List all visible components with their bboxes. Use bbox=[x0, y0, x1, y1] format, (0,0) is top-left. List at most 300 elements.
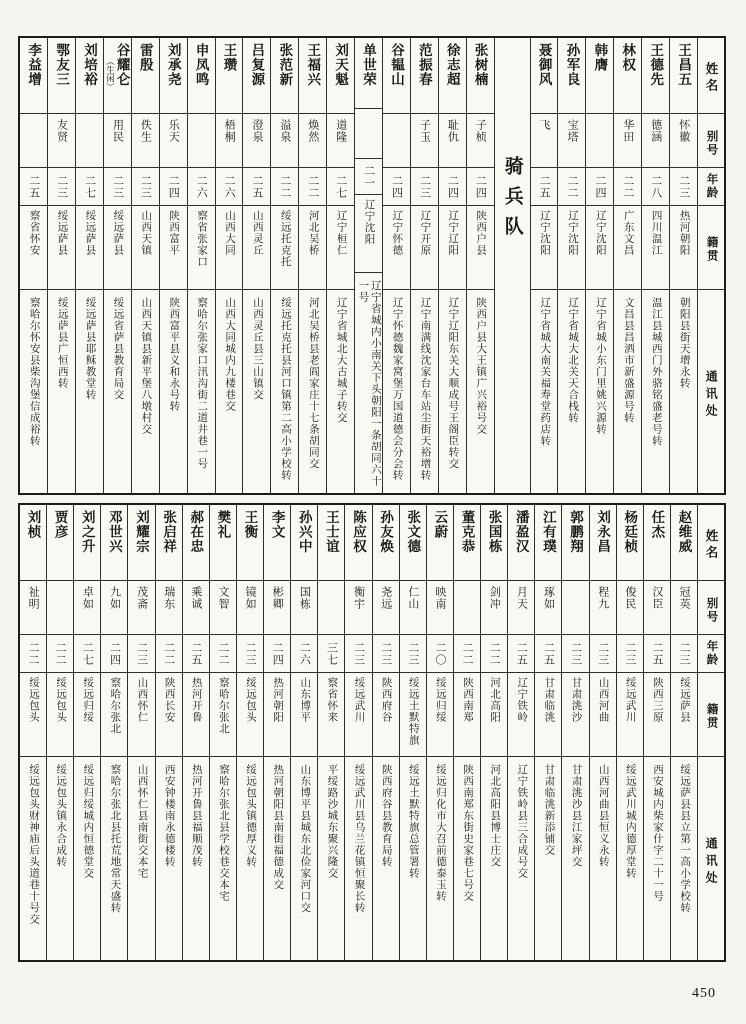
person-alias: 汉臣 bbox=[644, 581, 670, 635]
person-age: 二三 bbox=[562, 635, 588, 673]
person-name: 刘天魁 bbox=[327, 38, 354, 114]
person-column bbox=[182, 505, 209, 960]
person-alias bbox=[47, 581, 73, 635]
person-alias: 飞 bbox=[531, 114, 558, 168]
person-address: 西安城内柴家什字二十一号 bbox=[652, 764, 663, 902]
person-address: 察哈尔张北县托荒地常天盛转 bbox=[109, 764, 121, 914]
person-native-place: 辽宁沈阳 bbox=[531, 206, 558, 290]
person-age: 二三 bbox=[671, 635, 697, 673]
person-column bbox=[46, 505, 73, 960]
person-name: 孙友焕 bbox=[373, 505, 399, 581]
person-name: 张树楠 bbox=[467, 38, 494, 114]
person-address: 察哈尔怀安县柴沟堡信成裕转 bbox=[28, 297, 40, 447]
person-column bbox=[236, 505, 263, 960]
person-column bbox=[47, 38, 75, 493]
person-name: 刘之升 bbox=[74, 505, 100, 581]
person-address: 山西大同城内九楼巷交 bbox=[224, 297, 236, 412]
person-alias: 德涵 bbox=[642, 114, 669, 168]
person-address: 河北吴桥县老阎家庄十七条胡同交 bbox=[307, 297, 319, 470]
person-native-place: 辽宁沈阳 bbox=[586, 206, 613, 290]
roster-table-top bbox=[18, 36, 726, 495]
person-age: 二三 bbox=[237, 635, 263, 673]
person-native-place: 山西怀仁 bbox=[128, 673, 154, 757]
person-address: 温江县城西门外骆铭盛老号转 bbox=[650, 297, 662, 447]
person-address: 朝阳县街天增永转 bbox=[678, 297, 690, 389]
person-name: 吕复源 bbox=[243, 38, 270, 114]
person-address: 绥远包头财神庙后头道巷十号交 bbox=[28, 764, 40, 925]
person-alias: 怀徽 bbox=[670, 114, 697, 168]
person-native-place: 察哈尔张北 bbox=[101, 673, 127, 757]
person-name: 王士谊 bbox=[318, 505, 344, 581]
person-address: 绥远武川县乌兰花镇恒聚长转 bbox=[353, 764, 365, 914]
person-native-place: 绥远萨县 bbox=[104, 206, 131, 290]
person-native-place: 绥远武川 bbox=[617, 673, 643, 757]
person-alias: 文智 bbox=[210, 581, 236, 635]
person-name: 谷韫山 bbox=[383, 38, 410, 114]
person-alias bbox=[586, 114, 613, 168]
person-native-place: 绥远包头 bbox=[20, 673, 46, 757]
person-name: 韩膺 bbox=[586, 38, 613, 114]
person-alias bbox=[20, 114, 47, 168]
person-alias bbox=[454, 581, 480, 635]
person-column bbox=[242, 38, 270, 493]
person-native-place: 山西河曲 bbox=[590, 673, 616, 757]
person-alias: 子玉 bbox=[411, 114, 438, 168]
person-address: 山西灵丘县三山镇交 bbox=[252, 297, 264, 401]
person-alias: 琢如 bbox=[535, 581, 561, 635]
person-address: 绥远萨县广恒西转 bbox=[56, 297, 68, 389]
person-native-place: 绥远萨县 bbox=[671, 673, 697, 757]
person-age: 二二 bbox=[20, 635, 46, 673]
person-address: 绥远托克托县河口镇第二高小学校转 bbox=[279, 297, 291, 481]
person-column bbox=[530, 38, 558, 493]
person-age: 二六 bbox=[216, 168, 243, 206]
roster-table-bottom bbox=[18, 503, 726, 962]
person-age: 二五 bbox=[508, 635, 534, 673]
person-column bbox=[480, 505, 507, 960]
person-column bbox=[131, 38, 159, 493]
person-column bbox=[426, 505, 453, 960]
person-name: 刘耀宗 bbox=[128, 505, 154, 581]
column-header-age: 年龄 bbox=[698, 168, 724, 206]
person-column bbox=[209, 505, 236, 960]
person-alias bbox=[562, 581, 588, 635]
person-native-place: 广东文昌 bbox=[614, 206, 641, 290]
person-age: 二三 bbox=[617, 635, 643, 673]
person-address: 热河开鲁县福顺茂转 bbox=[190, 764, 202, 868]
column-header-name: 姓名 bbox=[698, 38, 724, 114]
person-age: 二三 bbox=[345, 635, 371, 673]
person-address: 山西怀仁县南街交本宅 bbox=[136, 764, 148, 879]
person-age: 二三 bbox=[132, 168, 159, 206]
person-name: 王衡 bbox=[237, 505, 263, 581]
person-name: 张文德 bbox=[400, 505, 426, 581]
person-native-place: 山西天镇 bbox=[132, 206, 159, 290]
person-native-place: 察哈尔张北 bbox=[210, 673, 236, 757]
person-age: 二二 bbox=[210, 635, 236, 673]
person-name: 赵维威 bbox=[671, 505, 697, 581]
person-column bbox=[298, 38, 326, 493]
person-name: 张国栋 bbox=[481, 505, 507, 581]
person-age: 二四 bbox=[383, 168, 410, 206]
person-address: 绥远武川城内德厚堂转 bbox=[624, 764, 636, 879]
person-age: 二七 bbox=[327, 168, 354, 206]
person-column bbox=[372, 505, 399, 960]
person-column bbox=[270, 38, 298, 493]
column-header-age: 年龄 bbox=[698, 635, 724, 673]
person-age: 二三 bbox=[104, 168, 131, 206]
person-column bbox=[399, 505, 426, 960]
person-age: 二四 bbox=[160, 168, 187, 206]
person-native-place: 陕西富平 bbox=[160, 206, 187, 290]
person-native-place: 绥远归绥 bbox=[427, 673, 453, 757]
person-address: 平绥路沙城东聚兴隆交 bbox=[326, 764, 338, 879]
person-address: 甘肃洮沙县江家坪交 bbox=[570, 764, 582, 868]
person-column bbox=[585, 38, 613, 493]
person-native-place: 陕西户县 bbox=[467, 206, 494, 290]
person-alias: 宝塔 bbox=[558, 114, 585, 168]
person-age: 二五 bbox=[20, 168, 47, 206]
person-column bbox=[20, 505, 46, 960]
person-name: 刘培裕 bbox=[76, 38, 103, 114]
person-alias: 焕然 bbox=[299, 114, 326, 168]
person-alias: 祉明 bbox=[20, 581, 46, 635]
person-age: 三七 bbox=[318, 635, 344, 673]
person-alias: 国栋 bbox=[291, 581, 317, 635]
person-native-place: 绥远萨县 bbox=[76, 206, 103, 290]
person-age: 二五 bbox=[535, 635, 561, 673]
person-alias: 用民 bbox=[104, 114, 131, 168]
person-age: 二三 bbox=[400, 635, 426, 673]
person-age: 二四 bbox=[586, 168, 613, 206]
person-name: 王福兴 bbox=[299, 38, 326, 114]
person-column bbox=[561, 505, 588, 960]
person-native-place: 辽宁沈阳 bbox=[558, 206, 585, 290]
person-native-place: 绥远萨县 bbox=[48, 206, 75, 290]
person-alias bbox=[318, 581, 344, 635]
person-native-place: 察省张家口 bbox=[188, 206, 215, 290]
person-alias: 冠英 bbox=[671, 581, 697, 635]
person-age: 二四 bbox=[439, 168, 466, 206]
column-header-alias: 别号 bbox=[698, 114, 724, 168]
person-native-place: 绥远包头 bbox=[47, 673, 73, 757]
person-native-place: 甘肃洮沙 bbox=[562, 673, 588, 757]
person-name: 樊礼 bbox=[210, 505, 236, 581]
person-alias: 彬卿 bbox=[264, 581, 290, 635]
person-age: 二一 bbox=[355, 159, 382, 194]
person-name: 杨廷桢 bbox=[617, 505, 643, 581]
person-alias: 衡宇 bbox=[345, 581, 371, 635]
person-name: 鄂友三 bbox=[48, 38, 75, 114]
person-native-place: 绥远托克托 bbox=[271, 206, 298, 290]
person-age: 二二 bbox=[299, 168, 326, 206]
person-column bbox=[75, 38, 103, 493]
person-age: 二三 bbox=[670, 168, 697, 206]
person-alias: 映南 bbox=[427, 581, 453, 635]
person-alias: 华田 bbox=[614, 114, 641, 168]
person-alias: 九如 bbox=[101, 581, 127, 635]
person-column bbox=[100, 505, 127, 960]
person-name: 李文 bbox=[264, 505, 290, 581]
person-name: 李益增 bbox=[20, 38, 47, 114]
person-native-place: 热河朝阳 bbox=[670, 206, 697, 290]
person-native-place: 辽宁桓仁 bbox=[327, 206, 354, 290]
person-column bbox=[410, 38, 438, 493]
person-name: 刘永昌 bbox=[590, 505, 616, 581]
person-name: 单世荣 bbox=[355, 38, 382, 109]
person-name: 张范新 bbox=[271, 38, 298, 114]
person-name: 刘桢 bbox=[20, 505, 46, 581]
person-column bbox=[354, 38, 382, 493]
person-name: 任杰 bbox=[644, 505, 670, 581]
person-native-place: 辽宁铁岭 bbox=[508, 673, 534, 757]
person-native-place: 辽宁沈阳 bbox=[355, 195, 382, 273]
person-native-place: 陕西长安 bbox=[156, 673, 182, 757]
person-native-place: 山东博平 bbox=[291, 673, 317, 757]
person-native-place: 察省怀安 bbox=[20, 206, 47, 290]
person-age: 二四 bbox=[101, 635, 127, 673]
person-column bbox=[159, 38, 187, 493]
person-address: 辽宁南满线沈家台车站尘街天裕增转 bbox=[419, 297, 431, 481]
person-age: 二五 bbox=[243, 168, 270, 206]
person-column bbox=[453, 505, 480, 960]
person-column bbox=[317, 505, 344, 960]
person-column bbox=[466, 38, 494, 493]
person-alias: 道隆 bbox=[327, 114, 354, 168]
person-alias: 俊民 bbox=[617, 581, 643, 635]
person-age: 二七 bbox=[76, 168, 103, 206]
person-address: 辽宁省城小东门里姚兴源转 bbox=[595, 297, 607, 435]
person-name: 雷殷 bbox=[132, 38, 159, 114]
person-age: 二三 bbox=[48, 168, 75, 206]
person-age: 二六 bbox=[188, 168, 215, 206]
person-age: 二四 bbox=[467, 168, 494, 206]
person-column bbox=[438, 38, 466, 493]
person-column bbox=[290, 505, 317, 960]
person-column bbox=[534, 505, 561, 960]
person-native-place: 山西大同 bbox=[216, 206, 243, 290]
person-name-note: （生闲） bbox=[105, 57, 116, 91]
person-name: 董克恭 bbox=[454, 505, 480, 581]
person-native-place: 甘肃临洮 bbox=[535, 673, 561, 757]
person-column bbox=[155, 505, 182, 960]
person-alias: 梧桐 bbox=[216, 114, 243, 168]
person-alias: 友贤 bbox=[48, 114, 75, 168]
person-age: 二三 bbox=[590, 635, 616, 673]
person-native-place: 辽宁怀德 bbox=[383, 206, 410, 290]
person-address: 察哈尔张家口汛沟街二道井巷一号 bbox=[196, 297, 208, 470]
person-alias: 溢泉 bbox=[271, 114, 298, 168]
person-column bbox=[382, 38, 410, 493]
person-alias: 卓如 bbox=[74, 581, 100, 635]
person-address: 绥远萨县耶稣教堂转 bbox=[84, 297, 96, 401]
person-address: 山西天镇县新平堡八墩村交 bbox=[140, 297, 152, 435]
person-column bbox=[616, 505, 643, 960]
person-column bbox=[344, 505, 371, 960]
person-alias bbox=[355, 109, 382, 159]
person-address: 文昌县昌洒市新盛源号转 bbox=[622, 297, 634, 424]
person-alias: 澄泉 bbox=[243, 114, 270, 168]
person-alias bbox=[383, 114, 410, 168]
person-alias: 镜如 bbox=[237, 581, 263, 635]
person-column bbox=[263, 505, 290, 960]
person-age: 二二 bbox=[156, 635, 182, 673]
column-header-address: 通讯处 bbox=[704, 836, 719, 888]
person-alias: 剑冲 bbox=[481, 581, 507, 635]
column-header-name: 姓名 bbox=[698, 505, 724, 581]
person-age: 二五 bbox=[531, 168, 558, 206]
person-age: 二二 bbox=[454, 635, 480, 673]
person-address: 绥远省萨县教育局交 bbox=[112, 297, 124, 401]
person-age: 二二 bbox=[558, 168, 585, 206]
person-age: 二五 bbox=[644, 635, 670, 673]
person-column bbox=[20, 38, 47, 493]
person-age: 二六 bbox=[291, 635, 317, 673]
person-alias: 瑞东 bbox=[156, 581, 182, 635]
person-native-place: 陕西三原 bbox=[644, 673, 670, 757]
person-alias: 仁山 bbox=[400, 581, 426, 635]
person-age: 二二 bbox=[271, 168, 298, 206]
person-age: 二二 bbox=[481, 635, 507, 673]
person-age: 二二 bbox=[614, 168, 641, 206]
person-name: 孙军良 bbox=[558, 38, 585, 114]
person-alias bbox=[188, 114, 215, 168]
person-alias: 尧远 bbox=[373, 581, 399, 635]
column-header-alias: 别号 bbox=[698, 581, 724, 635]
person-column bbox=[641, 38, 669, 493]
person-native-place: 绥远土默特旗 bbox=[400, 673, 426, 757]
person-name: 林权 bbox=[614, 38, 641, 114]
person-address: 绥远萨县县立第一高小学校转 bbox=[679, 764, 691, 914]
person-native-place: 辽宁辽阳 bbox=[439, 206, 466, 290]
person-native-place: 河北高阳 bbox=[481, 673, 507, 757]
person-age: 二八 bbox=[642, 168, 669, 206]
person-native-place: 绥远包头 bbox=[237, 673, 263, 757]
person-alias bbox=[76, 114, 103, 168]
person-name: 王昌五 bbox=[670, 38, 697, 114]
person-name: 张启祥 bbox=[156, 505, 182, 581]
person-name: （生闲） 谷耀仑 bbox=[104, 38, 131, 114]
section-divider-cavalry bbox=[494, 38, 530, 493]
person-address: 陕西南郑东街史家巷七号交 bbox=[462, 764, 474, 902]
person-name: 聂御风 bbox=[531, 38, 558, 114]
person-alias: 耻仇 bbox=[439, 114, 466, 168]
person-name: 贾彦 bbox=[47, 505, 73, 581]
person-name: 徐志超 bbox=[439, 38, 466, 114]
person-age: 二二 bbox=[47, 635, 73, 673]
person-name: 江有璞 bbox=[535, 505, 561, 581]
header-column bbox=[697, 38, 724, 493]
person-column bbox=[589, 505, 616, 960]
header-column bbox=[697, 505, 724, 960]
person-address: 辽宁怀德魏家窝堡万国道德会分会转 bbox=[391, 297, 403, 481]
person-address: 辽宁省城内小南关下头朝阳一条胡同六十一号 bbox=[357, 279, 381, 487]
person-column bbox=[670, 505, 697, 960]
person-age: 二四 bbox=[264, 635, 290, 673]
person-name: 申凤鸣 bbox=[188, 38, 215, 114]
person-column bbox=[507, 505, 534, 960]
person-age: 二〇 bbox=[427, 635, 453, 673]
person-alias: 乘诚 bbox=[183, 581, 209, 635]
person-age: 二七 bbox=[74, 635, 100, 673]
person-age: 二三 bbox=[411, 168, 438, 206]
person-age: 二三 bbox=[128, 635, 154, 673]
person-native-place: 察省怀来 bbox=[318, 673, 344, 757]
person-native-place: 辽宁开原 bbox=[411, 206, 438, 290]
person-address: 西安钟楼南永德楼转 bbox=[163, 764, 175, 868]
section-divider-label: 骑兵队 bbox=[501, 156, 523, 246]
column-header-native: 籍贯 bbox=[698, 673, 724, 757]
person-address: 辽宁辽阳东关大顺成号王阁臣转交 bbox=[447, 297, 459, 470]
person-name: 郭鹏翔 bbox=[562, 505, 588, 581]
person-address: 河北高阳县博士庄交 bbox=[489, 764, 501, 868]
person-alias: 子桢 bbox=[467, 114, 494, 168]
person-address: 绥远包头镇永合成转 bbox=[55, 764, 67, 868]
column-header-address: 通讯处 bbox=[704, 369, 719, 421]
person-column bbox=[643, 505, 670, 960]
page-number: 450 bbox=[692, 986, 716, 1001]
person-address: 绥远土默特旗总管署转 bbox=[407, 764, 419, 879]
person-address: 陕西富平县义和永号转 bbox=[168, 297, 180, 412]
person-name: 孙兴中 bbox=[291, 505, 317, 581]
person-column bbox=[613, 38, 641, 493]
person-name: 潘盈汉 bbox=[508, 505, 534, 581]
person-alias: 程九 bbox=[590, 581, 616, 635]
person-name: 刘承尧 bbox=[160, 38, 187, 114]
person-name: 陈应权 bbox=[345, 505, 371, 581]
person-name: 云蔚 bbox=[427, 505, 453, 581]
person-address: 山东博平县城东北俭家河口交 bbox=[299, 764, 311, 914]
person-native-place: 绥远归绥 bbox=[74, 673, 100, 757]
person-column bbox=[557, 38, 585, 493]
person-column bbox=[326, 38, 354, 493]
person-address: 辽宁铁岭县三合成号交 bbox=[516, 764, 528, 879]
person-age: 二五 bbox=[183, 635, 209, 673]
person-native-place: 绥远武川 bbox=[345, 673, 371, 757]
person-alias: 茂斋 bbox=[128, 581, 154, 635]
person-address: 绥远包头镇德厚义转 bbox=[245, 764, 257, 868]
person-address: 陕西户县大王镇广兴裕号交 bbox=[475, 297, 487, 435]
person-address: 热河朝阳县南街福德成交 bbox=[272, 764, 284, 891]
person-native-place: 陕西府谷 bbox=[373, 673, 399, 757]
person-column bbox=[103, 38, 131, 493]
person-address: 绥远归绥城内恒德堂交 bbox=[82, 764, 94, 879]
person-native-place: 陕西南郑 bbox=[454, 673, 480, 757]
person-native-place: 热河朝阳 bbox=[264, 673, 290, 757]
person-address: 甘肃临洮新添铺交 bbox=[543, 764, 555, 856]
person-native-place: 山西灵丘 bbox=[243, 206, 270, 290]
person-address: 辽宁省城北大古城子转交 bbox=[335, 297, 347, 424]
person-alias: 月天 bbox=[508, 581, 534, 635]
person-column bbox=[215, 38, 243, 493]
person-alias: 乐天 bbox=[160, 114, 187, 168]
person-address: 辽宁省城大南关福寿堂药店转 bbox=[539, 297, 551, 447]
person-address: 陕西府谷县教育局转 bbox=[380, 764, 392, 868]
person-native-place: 热河开鲁 bbox=[183, 673, 209, 757]
person-name: 郝在忠 bbox=[183, 505, 209, 581]
person-column bbox=[73, 505, 100, 960]
person-column bbox=[187, 38, 215, 493]
person-name: 王德先 bbox=[642, 38, 669, 114]
person-column bbox=[127, 505, 154, 960]
person-address: 辽宁省城大北关天合栈转 bbox=[567, 297, 579, 424]
person-name: 邓世兴 bbox=[101, 505, 127, 581]
person-native-place: 四川温江 bbox=[642, 206, 669, 290]
person-address: 察哈尔张北县学校巷交本宅 bbox=[218, 764, 229, 902]
person-native-place: 河北吴桥 bbox=[299, 206, 326, 290]
person-column bbox=[669, 38, 697, 493]
person-name: 范振春 bbox=[411, 38, 438, 114]
